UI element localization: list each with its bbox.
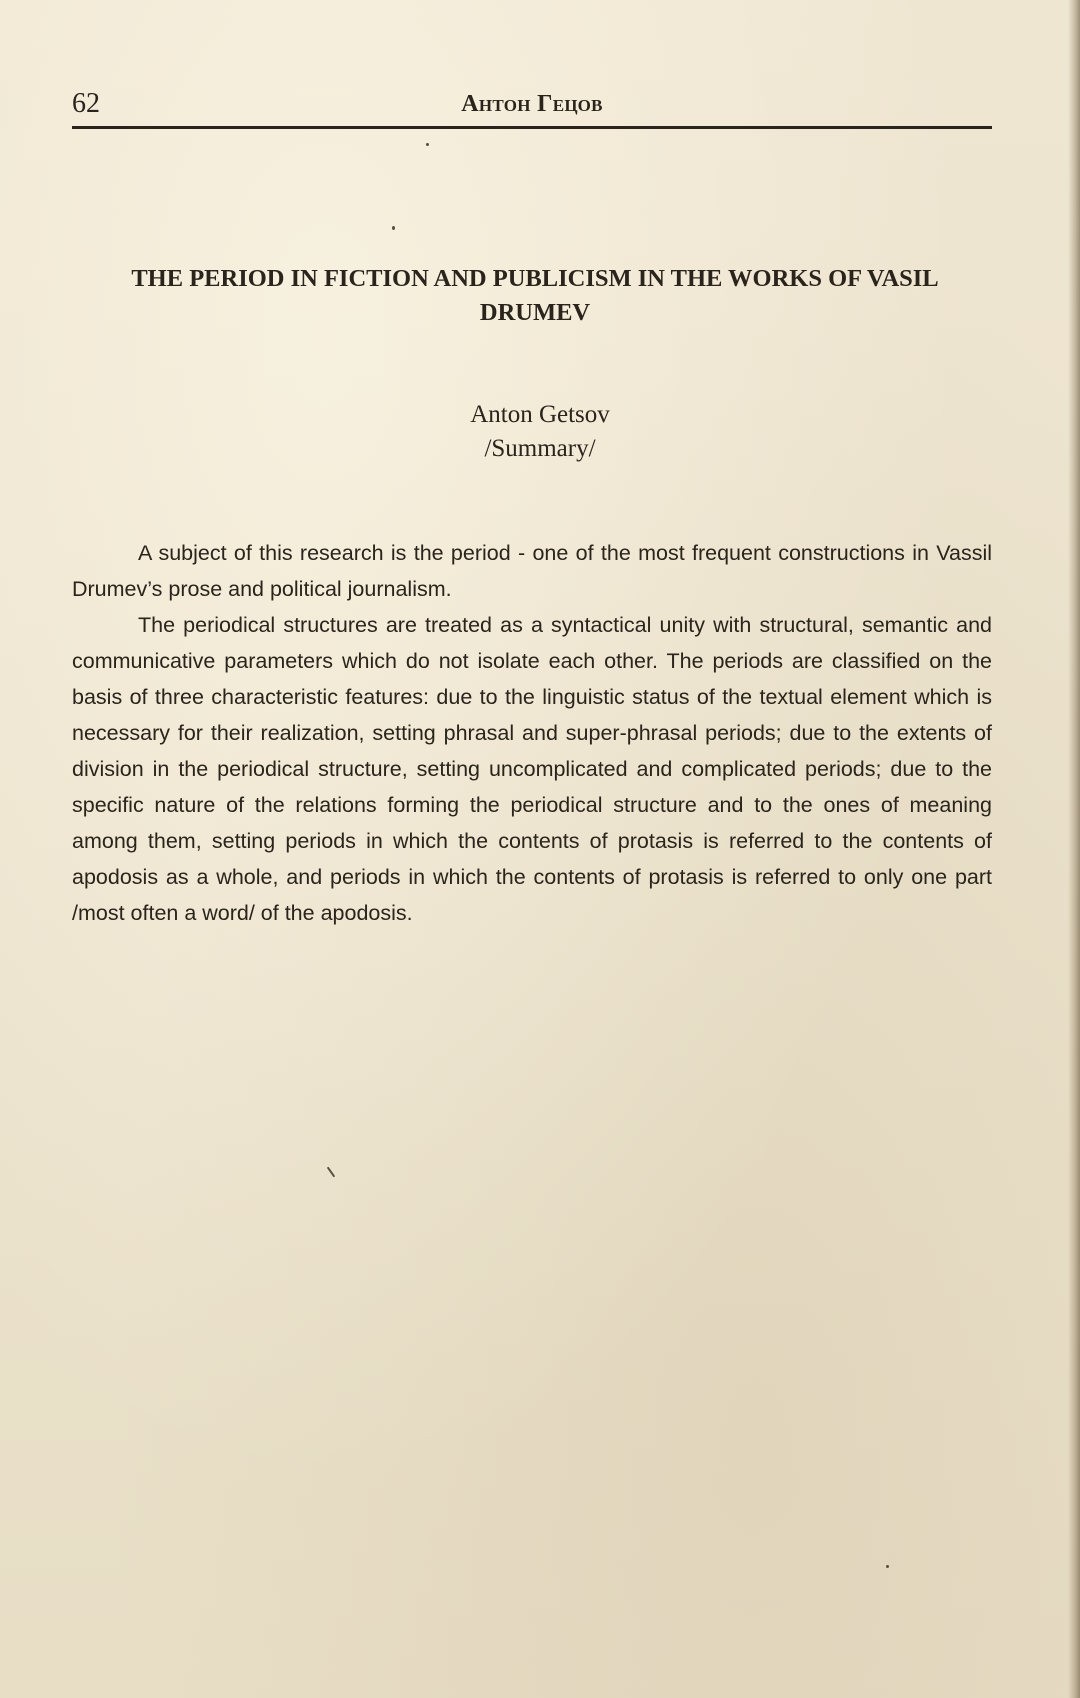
paper-speck	[327, 1167, 336, 1178]
paragraph: The periodical structures are treated as a syntactical unity with structural, semantic and communicative parameters which do not isolate each other. The periods are classified on the basis of three characteristic features: due to the linguistic status of the textual element which is necessary for their realization, setting phrasal and super-phrasal periods; due to the extents of division in the periodical structure, setting uncomplicated and complicated periods; due to the specific nature of the relations forming the periodical structure and to the ones of meaning among them, setting periods in which the contents of protasis is referred to the contents of apodosis as a whole, and periods in which the contents of protasis is referred to only one part /most often a word/ of the apodosis.	[72, 613, 992, 925]
page-number: 62	[72, 88, 100, 119]
summary-label: /Summary/	[484, 435, 596, 462]
paper-speck	[392, 226, 395, 230]
body-text	[72, 535, 992, 931]
page-edge-shadow	[1068, 0, 1080, 1698]
running-head	[72, 86, 992, 126]
author-name: Anton Getsov	[470, 401, 610, 428]
running-title: Антон Гецов	[461, 91, 603, 117]
paper-speck	[886, 1565, 889, 1568]
paragraph: A subject of this research is the period - one of the most frequent constructions in Vassil Drumev’s prose and political journalism.	[72, 541, 992, 601]
article-title: THE PERIOD IN FICTION AND PUBLICISM IN THE WORKS OF VASIL DRUMEV	[131, 265, 939, 326]
paper-speck	[426, 143, 429, 146]
header-rule	[72, 126, 992, 129]
